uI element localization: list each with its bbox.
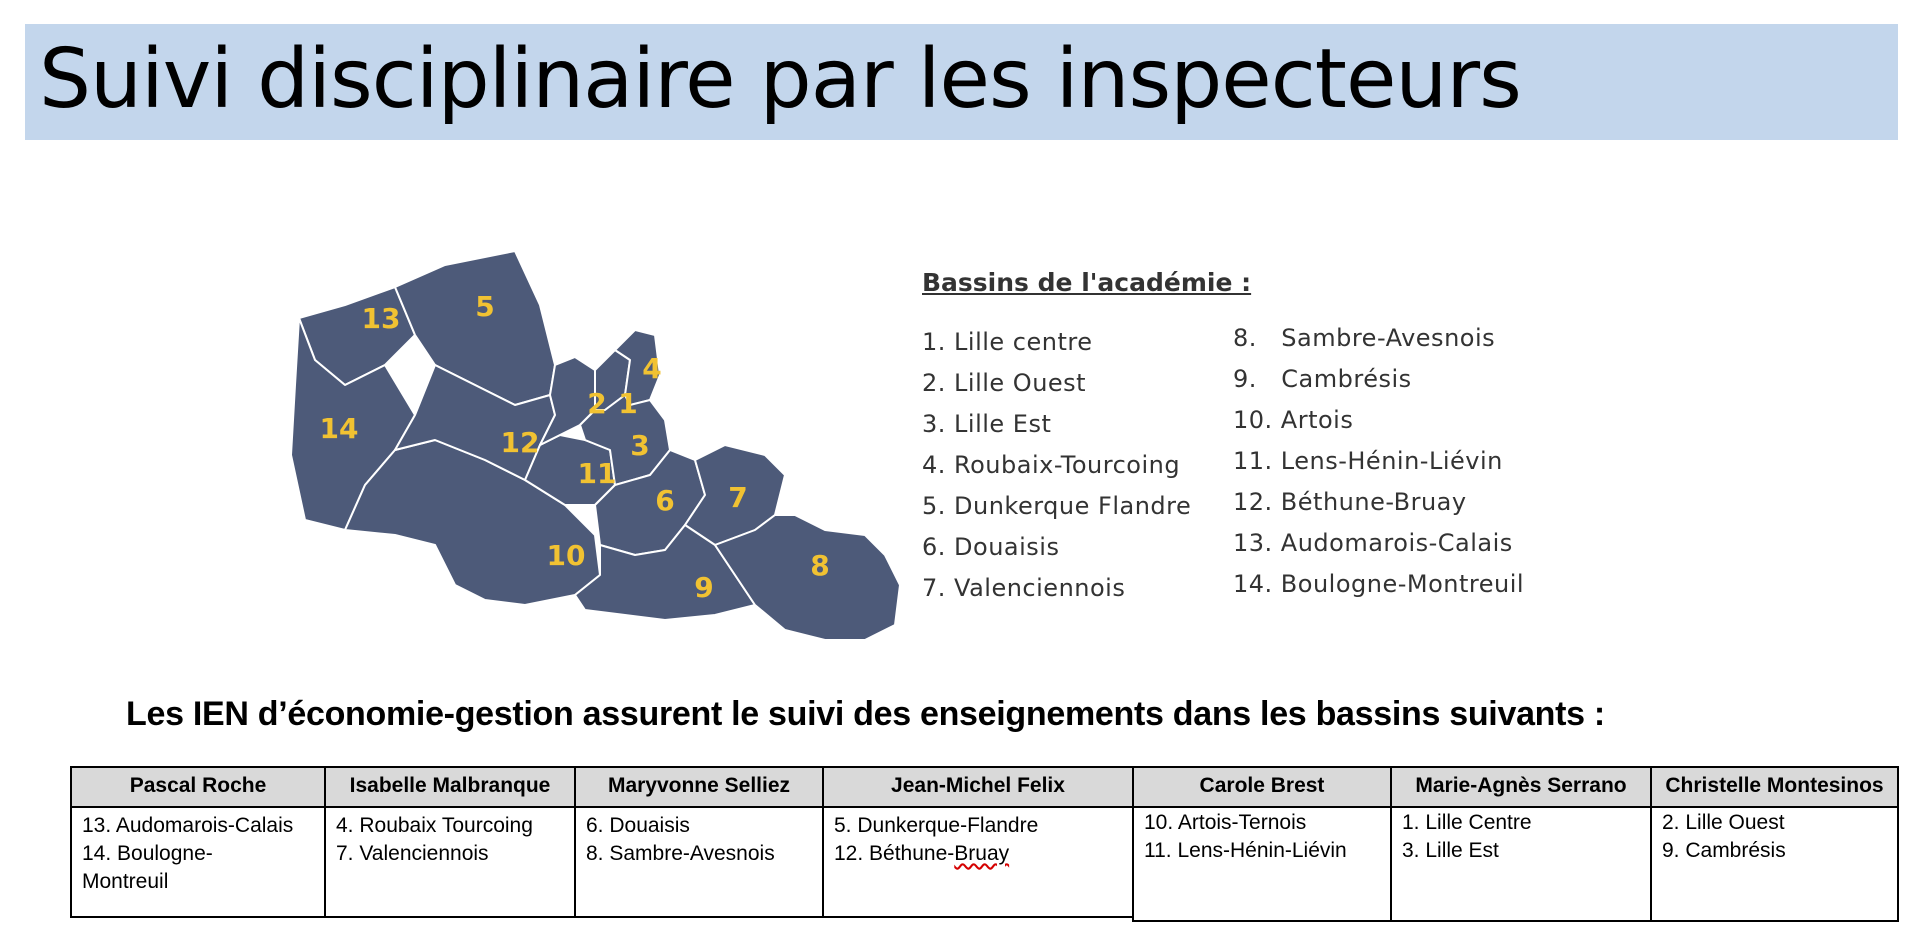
ien-column: [1650, 766, 1899, 922]
bassin-entry: 3. Lille Est: [1402, 839, 1499, 862]
map-label-12: 12: [500, 426, 540, 459]
legend-item: 5. Dunkerque Flandre: [922, 492, 1192, 520]
legend-item: 11. Lens-Hénin-Liévin: [1233, 447, 1503, 475]
bassin-entry: 14. Boulogne-Montreuil: [82, 842, 213, 893]
map-label-5: 5: [475, 290, 495, 323]
map-label-1: 1: [618, 387, 638, 420]
legend-item: 9. Cambrésis: [1233, 365, 1412, 393]
bassin-entry: 8. Sambre-Avesnois: [586, 842, 775, 865]
legend-item: 14. Boulogne-Montreuil: [1233, 570, 1525, 598]
section-subtitle: Les IEN d’économie-gestion assurent le suivi des enseignements dans les bassins suivants :: [126, 695, 1605, 733]
legend-item: 12. Béthune-Bruay: [1233, 488, 1467, 516]
legend-item: 3. Lille Est: [922, 410, 1052, 438]
spellcheck-underlined-word: Bruay: [954, 842, 1010, 865]
ien-name: Isabelle Malbranque: [326, 768, 574, 808]
ien-name: Christelle Montesinos: [1652, 768, 1897, 808]
basins-map-svg: [285, 245, 915, 650]
bassin-entry: 1. Lille Centre: [1402, 811, 1532, 834]
bassin-entry: 5. Dunkerque-Flandre: [834, 814, 1039, 837]
map-label-7: 7: [728, 481, 748, 514]
legend-title: Bassins de l'académie :: [922, 268, 1252, 297]
ien-table: [70, 766, 1899, 922]
region-8: [715, 515, 900, 640]
bassin-entry: 10. Artois-Ternois: [1144, 811, 1307, 834]
ien-name: Pascal Roche: [72, 768, 324, 808]
bassin-entry: 7. Valenciennois: [336, 842, 489, 865]
bassin-entry: 2. Lille Ouest: [1662, 811, 1785, 834]
legend-item: 1. Lille centre: [922, 328, 1093, 356]
bassin-entry: 12. Béthune-: [834, 842, 955, 865]
map-label-4: 4: [642, 352, 662, 385]
bassin-entry: 4. Roubaix Tourcoing: [336, 814, 533, 837]
title-banner: [25, 24, 1898, 140]
map-label-9: 9: [694, 571, 714, 604]
ien-column: [574, 766, 824, 918]
ien-bassins: [1392, 808, 1650, 869]
region-5: [395, 251, 555, 405]
legend-item: 10. Artois: [1233, 406, 1354, 434]
bassin-entry: 9. Cambrésis: [1662, 839, 1786, 862]
map-label-11: 11: [577, 457, 617, 490]
ien-bassins: [1652, 808, 1897, 869]
ien-bassins: [1134, 808, 1390, 869]
slide-title: Suivi disciplinaire par les inspecteurs: [39, 32, 1521, 127]
bassin-entry: 6. Douaisis: [586, 814, 690, 837]
legend-item: 13. Audomarois-Calais: [1233, 529, 1513, 557]
ien-bassins: [72, 808, 324, 900]
legend-column-1: [922, 322, 1191, 609]
map-label-6: 6: [655, 484, 675, 517]
bassin-entry: 11. Lens-Hénin-Liévin: [1144, 839, 1347, 862]
map-label-13: 13: [361, 302, 401, 335]
ien-column: [324, 766, 576, 918]
bassin-entry: 13. Audomarois-Calais: [82, 814, 294, 837]
ien-column: [1390, 766, 1652, 922]
legend-item: 2. Lille Ouest: [922, 369, 1087, 397]
ien-column: [822, 766, 1134, 918]
map-label-10: 10: [546, 539, 586, 572]
ien-name: Jean-Michel Felix: [824, 768, 1132, 808]
map-label-14: 14: [319, 412, 359, 445]
legend-column-2: [1233, 318, 1524, 605]
ien-column: [70, 766, 326, 918]
academy-map: [285, 245, 915, 650]
ien-name: Maryvonne Selliez: [576, 768, 822, 808]
legend-item: 4. Roubaix-Tourcoing: [922, 451, 1181, 479]
ien-name: Marie-Agnès Serrano: [1392, 768, 1650, 808]
map-label-8: 8: [810, 549, 830, 582]
map-label-3: 3: [630, 429, 650, 462]
ien-bassins: [576, 808, 822, 872]
ien-bassins: [326, 808, 574, 872]
bassin-entry-wrapped: [834, 840, 1122, 868]
legend-item: 6. Douaisis: [922, 533, 1060, 561]
ien-bassins: [824, 808, 1132, 872]
ien-name: Carole Brest: [1134, 768, 1390, 808]
ien-column: [1132, 766, 1392, 922]
legend-item: 8. Sambre-Avesnois: [1233, 324, 1496, 352]
legend-item: 7. Valenciennois: [922, 574, 1126, 602]
map-label-2: 2: [587, 387, 607, 420]
